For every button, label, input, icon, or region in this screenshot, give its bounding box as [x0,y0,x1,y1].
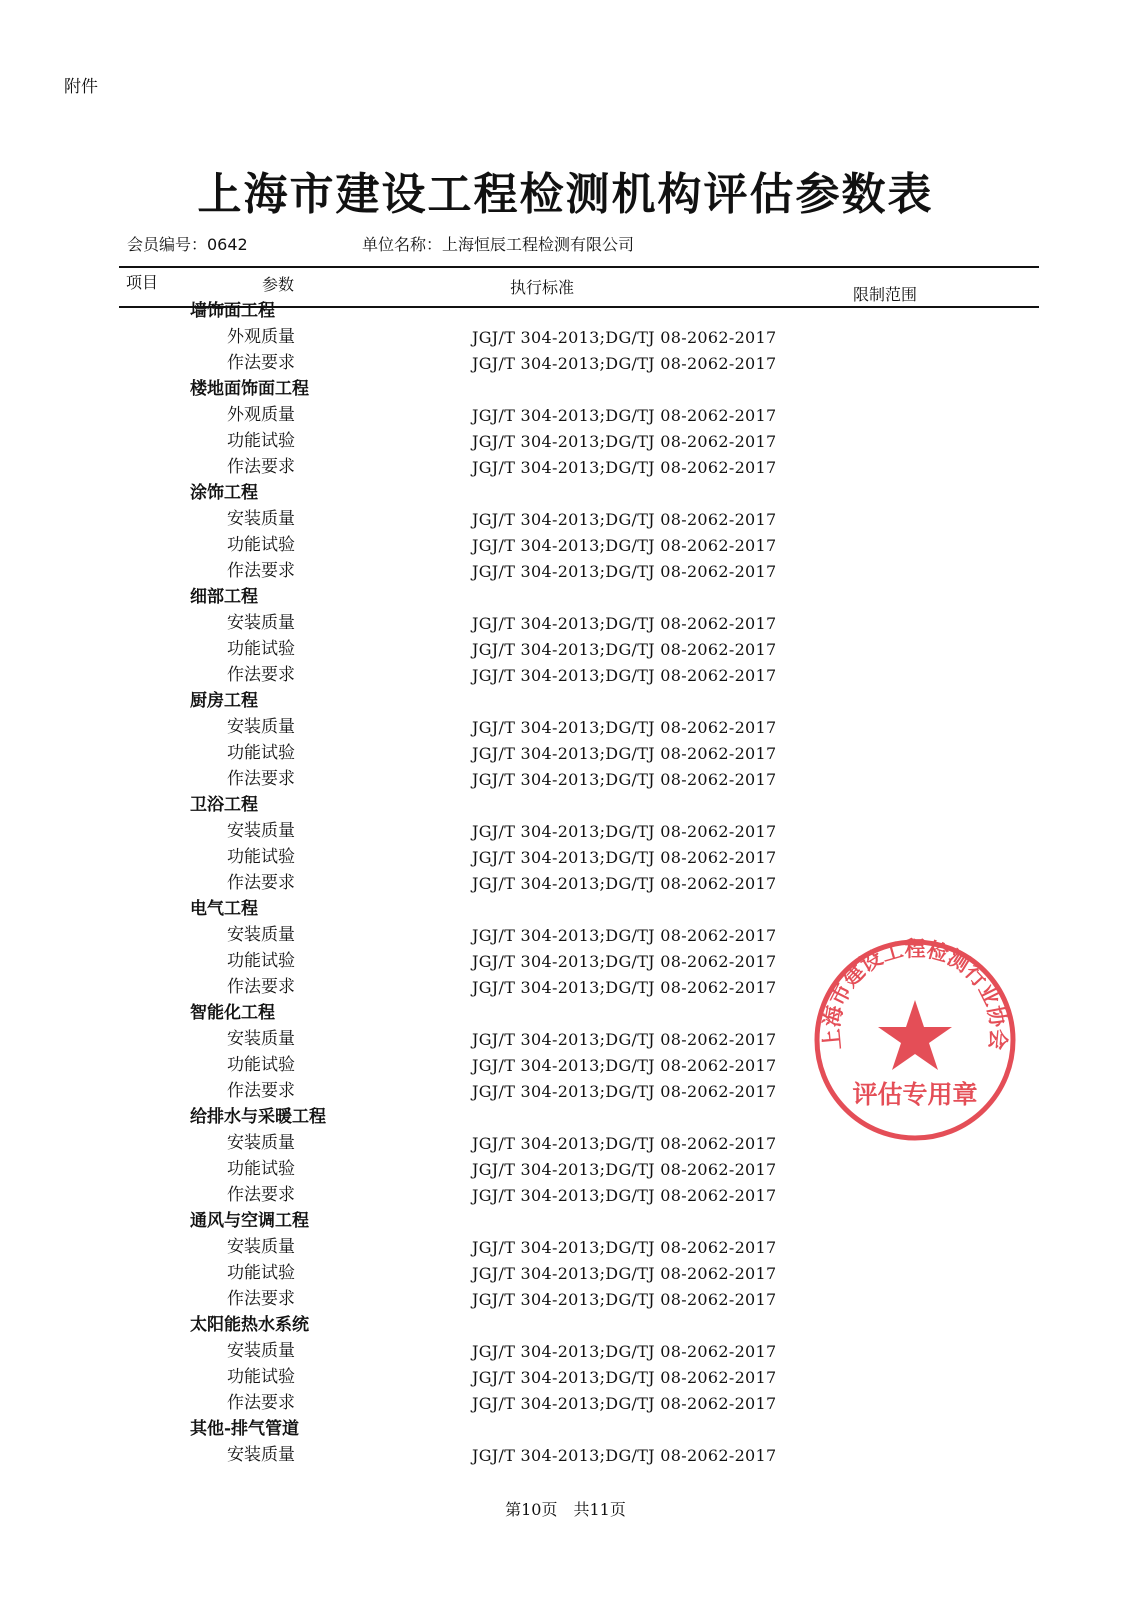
standard-code: JGJ/T 304-2013;DG/TJ 08-2062-2017 [472,770,777,789]
category-name: 电气工程 [190,899,258,919]
param-name: 作法要求 [227,1289,295,1309]
table-row [0,738,1131,764]
seal-org-text: 上海市建设工程检测行业协会 [818,935,1012,1051]
standard-code: JGJ/T 304-2013;DG/TJ 08-2062-2017 [472,1056,777,1075]
category-name: 其他-排气管道 [190,1419,300,1439]
param-name: 作法要求 [227,561,295,581]
param-name: 作法要求 [227,1081,295,1101]
table-row [0,660,1131,686]
table-row [0,1232,1131,1258]
category-name: 涂饰工程 [190,483,258,503]
header-limit: 限制范围 [853,285,918,304]
table-row [0,400,1131,426]
table-row [0,1388,1131,1414]
category-row [0,1206,1131,1232]
table-row [0,634,1131,660]
standard-code: JGJ/T 304-2013;DG/TJ 08-2062-2017 [472,406,777,425]
category-name: 厨房工程 [190,691,258,711]
standard-code: JGJ/T 304-2013;DG/TJ 08-2062-2017 [472,458,777,477]
param-name: 功能试验 [227,1367,295,1387]
param-name: 作法要求 [227,665,295,685]
standard-code: JGJ/T 304-2013;DG/TJ 08-2062-2017 [472,536,777,555]
param-name: 安装质量 [227,925,295,945]
standard-code: JGJ/T 304-2013;DG/TJ 08-2062-2017 [472,432,777,451]
category-name: 给排水与采暖工程 [190,1107,326,1127]
param-name: 安装质量 [227,1029,295,1049]
param-name: 作法要求 [227,457,295,477]
table-top-rule [119,266,1039,268]
table-row [0,556,1131,582]
param-name: 外观质量 [227,327,295,347]
table-row [0,712,1131,738]
param-name: 功能试验 [227,951,295,971]
param-name: 功能试验 [227,847,295,867]
category-row [0,582,1131,608]
param-name: 作法要求 [227,1393,295,1413]
category-name: 智能化工程 [190,1003,275,1023]
standard-code: JGJ/T 304-2013;DG/TJ 08-2062-2017 [472,848,777,867]
category-name: 细部工程 [190,587,258,607]
param-name: 安装质量 [227,1445,295,1465]
unit-name: 单位名称：上海恒辰工程检测有限公司 [362,235,635,254]
param-name: 作法要求 [227,1185,295,1205]
param-name: 作法要求 [227,873,295,893]
category-row [0,374,1131,400]
category-name: 太阳能热水系统 [190,1315,309,1335]
standard-code: JGJ/T 304-2013;DG/TJ 08-2062-2017 [472,952,777,971]
param-name: 功能试验 [227,1159,295,1179]
page-footer: 第10页 共11页 [505,1500,626,1519]
standard-code: JGJ/T 304-2013;DG/TJ 08-2062-2017 [472,718,777,737]
header-standard: 执行标准 [510,278,575,297]
table-row [0,1180,1131,1206]
table-row [0,1336,1131,1362]
page-title: 上海市建设工程检测机构评估参数表 [197,169,934,220]
standard-code: JGJ/T 304-2013;DG/TJ 08-2062-2017 [472,926,777,945]
standard-code: JGJ/T 304-2013;DG/TJ 08-2062-2017 [472,614,777,633]
table-row [0,608,1131,634]
table-row [0,868,1131,894]
category-name: 通风与空调工程 [190,1211,309,1231]
param-name: 功能试验 [227,1263,295,1283]
standard-code: JGJ/T 304-2013;DG/TJ 08-2062-2017 [472,510,777,529]
standard-code: JGJ/T 304-2013;DG/TJ 08-2062-2017 [472,874,777,893]
category-row [0,686,1131,712]
param-name: 安装质量 [227,1133,295,1153]
category-name: 卫浴工程 [190,795,258,815]
table-row [0,1284,1131,1310]
table-row [0,842,1131,868]
standard-code: JGJ/T 304-2013;DG/TJ 08-2062-2017 [472,1160,777,1179]
param-name: 安装质量 [227,509,295,529]
category-name: 墙饰面工程 [190,301,275,321]
category-row [0,296,1131,322]
header-param: 参数 [262,275,295,294]
standard-code: JGJ/T 304-2013;DG/TJ 08-2062-2017 [472,640,777,659]
parameter-table [0,296,1131,1466]
standard-code: JGJ/T 304-2013;DG/TJ 08-2062-2017 [472,562,777,581]
standard-code: JGJ/T 304-2013;DG/TJ 08-2062-2017 [472,328,777,347]
param-name: 安装质量 [227,821,295,841]
table-row [0,530,1131,556]
table-row [0,504,1131,530]
table-row [0,348,1131,374]
param-name: 作法要求 [227,353,295,373]
param-name: 外观质量 [227,405,295,425]
category-row [0,894,1131,920]
attachment-label: 附件 [64,77,98,97]
standard-code: JGJ/T 304-2013;DG/TJ 08-2062-2017 [472,1342,777,1361]
header-item: 项目 [126,273,159,292]
seal-purpose-text: 评估专用章 [852,1080,978,1109]
category-row [0,1310,1131,1336]
standard-code: JGJ/T 304-2013;DG/TJ 08-2062-2017 [472,978,777,997]
table-row [0,1362,1131,1388]
table-row [0,322,1131,348]
standard-code: JGJ/T 304-2013;DG/TJ 08-2062-2017 [472,1134,777,1153]
param-name: 功能试验 [227,535,295,555]
table-row [0,426,1131,452]
table-row [0,764,1131,790]
table-row [0,1258,1131,1284]
member-number: 会员编号：0642 [127,235,248,254]
standard-code: JGJ/T 304-2013;DG/TJ 08-2062-2017 [472,1290,777,1309]
param-name: 作法要求 [227,769,295,789]
param-name: 安装质量 [227,613,295,633]
category-name: 楼地面饰面工程 [190,379,309,399]
standard-code: JGJ/T 304-2013;DG/TJ 08-2062-2017 [472,1394,777,1413]
param-name: 作法要求 [227,977,295,997]
table-row [0,1154,1131,1180]
category-row [0,790,1131,816]
param-name: 安装质量 [227,1341,295,1361]
table-row [0,816,1131,842]
standard-code: JGJ/T 304-2013;DG/TJ 08-2062-2017 [472,1264,777,1283]
table-row [0,1440,1131,1466]
standard-code: JGJ/T 304-2013;DG/TJ 08-2062-2017 [472,822,777,841]
category-row [0,478,1131,504]
standard-code: JGJ/T 304-2013;DG/TJ 08-2062-2017 [472,1446,777,1465]
param-name: 功能试验 [227,743,295,763]
param-name: 功能试验 [227,639,295,659]
param-name: 安装质量 [227,1237,295,1257]
standard-code: JGJ/T 304-2013;DG/TJ 08-2062-2017 [472,1238,777,1257]
category-row [0,1414,1131,1440]
param-name: 功能试验 [227,431,295,451]
standard-code: JGJ/T 304-2013;DG/TJ 08-2062-2017 [472,354,777,373]
param-name: 安装质量 [227,717,295,737]
standard-code: JGJ/T 304-2013;DG/TJ 08-2062-2017 [472,1082,777,1101]
standard-code: JGJ/T 304-2013;DG/TJ 08-2062-2017 [472,744,777,763]
standard-code: JGJ/T 304-2013;DG/TJ 08-2062-2017 [472,1186,777,1205]
param-name: 功能试验 [227,1055,295,1075]
table-row [0,452,1131,478]
official-seal-stamp [810,935,1020,1145]
standard-code: JGJ/T 304-2013;DG/TJ 08-2062-2017 [472,1030,777,1049]
standard-code: JGJ/T 304-2013;DG/TJ 08-2062-2017 [472,1368,777,1387]
standard-code: JGJ/T 304-2013;DG/TJ 08-2062-2017 [472,666,777,685]
